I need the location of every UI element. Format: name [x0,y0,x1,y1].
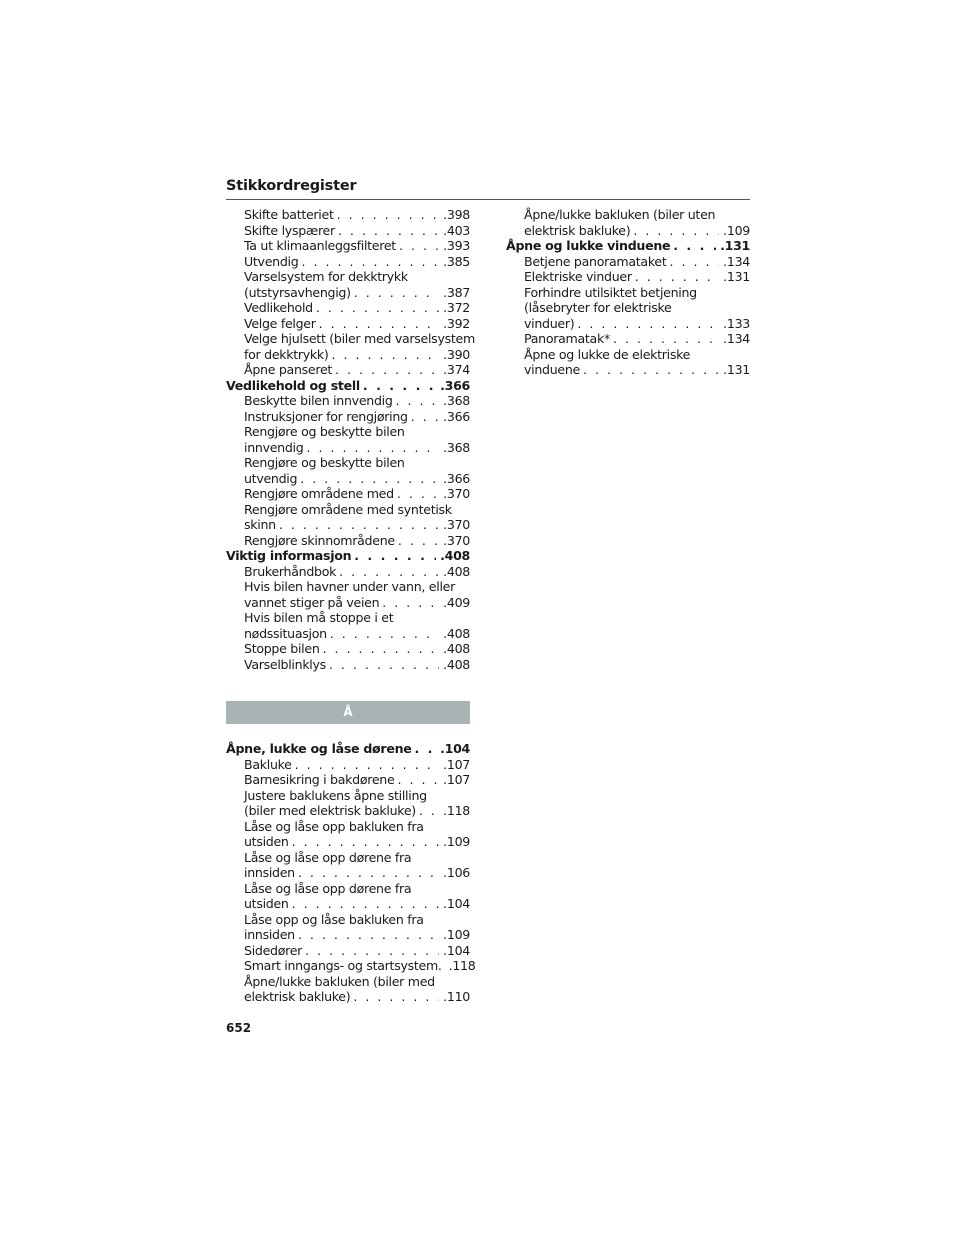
entry-line [244,865,470,881]
page-reference: .393 [443,238,470,253]
entry-line [226,548,470,564]
entry-text: skinn [244,517,276,532]
page-reference: .408 [443,641,470,656]
index-entry [226,757,470,773]
index-entry [226,912,470,943]
index-entry [506,254,750,270]
page-reference: .392 [443,315,470,331]
entry-line [244,471,470,487]
index-entry [226,850,470,881]
entry-line [244,285,470,301]
dot-leader [363,378,436,394]
index-entry [226,657,470,673]
dot-leader [635,269,719,285]
entry-line [244,409,470,425]
index-entry [226,958,476,974]
dot-leader [414,741,436,757]
entry-line [524,254,750,270]
entry-text: Velge felger [244,315,316,331]
entry-text: Rengjøre skinnområdene [244,532,395,548]
dot-leader [330,626,439,642]
dot-leader [316,300,439,316]
entry-text: Viktig informasjon [226,548,352,563]
entry-line [244,207,470,223]
index-entry [226,486,470,502]
page-reference: .409 [443,594,470,610]
index-entry [226,610,470,641]
entry-line [226,378,470,394]
entry-line [524,331,750,347]
entry-text: Barnesikring i bakdørene [244,772,395,787]
page-reference: .107 [443,756,470,772]
page-reference: .118 [448,958,476,973]
dot-leader [339,564,439,580]
page-reference: .110 [443,989,470,1004]
entry-text: Åpne/lukke bakluken (biler med [244,973,435,989]
index-entry-main [506,238,750,254]
entry-text: Hvis bilen må stoppe i et [244,610,394,625]
dot-leader [411,409,439,425]
page-reference: .366 [443,408,470,424]
entry-text: Smart inngangs- og startsystem. [244,958,442,973]
dot-leader [354,285,439,301]
entry-text: Vedlikehold [244,300,313,315]
entry-line [244,834,470,850]
entry-line [244,316,470,332]
index-entry [226,564,470,580]
page-reference: .109 [443,927,470,942]
entry-line [244,254,470,270]
entry-line [524,223,750,239]
index-entry [226,943,470,959]
page-reference: .408 [440,548,470,563]
dot-leader [669,254,719,270]
entry-text: (utstyrsavhengig) [244,284,351,300]
dot-leader [298,927,439,943]
page-reference: .368 [443,393,470,408]
index-entry [226,424,470,455]
page-reference: .131 [723,269,750,284]
page-reference: .398 [443,207,470,222]
entry-line [244,757,470,773]
entry-text: Skifte lyspærer [244,222,335,238]
entry-text: Varselsystem for dekktrykk [244,269,408,284]
dot-leader [301,254,439,270]
entry-text: Beskytte bilen innvendig [244,393,393,408]
entry-text: utsiden [244,834,289,849]
header-divider [226,199,750,200]
page-reference: .133 [723,315,750,331]
index-group [226,741,476,1005]
entry-text: Brukerhåndbok [244,563,337,579]
entry-text: Velge hjulsett (biler med varselsystem [244,331,475,346]
entry-text: Elektriske vinduer [524,269,632,284]
index-entry [506,285,750,332]
page-reference: .106 [443,865,470,880]
entry-text: Ta ut klimaanleggsfilteret [244,238,396,253]
entry-text: Låse og låse opp bakluken fra [244,818,424,834]
dot-leader [329,657,439,673]
entry-text: Låse og låse opp dørene fra [244,849,412,865]
entry-text: Låse og låse opp dørene fra [244,880,412,896]
page-reference: .370 [443,532,470,548]
entry-line [244,347,470,363]
page-reference: .408 [443,656,470,672]
entry-text: Rengjøre og beskytte bilen [244,424,405,439]
dot-leader [298,865,439,881]
page-reference: .104 [440,741,470,756]
entry-text: Betjene panoramataket [524,253,667,269]
entry-line [244,803,470,819]
entry-line [244,958,476,974]
dot-leader [323,641,440,657]
entry-text: Varselblinklys [244,656,326,672]
entry-text: Sidedører [244,942,303,958]
entry-text: Åpne, lukke og låse dørene [226,741,412,756]
entry-text: nødssituasjon [244,625,327,641]
entry-line [244,362,470,378]
index-group [226,207,475,672]
dot-leader [319,316,440,332]
entry-text: Rengjøre og beskytte bilen [244,455,405,470]
index-entry [226,974,470,1005]
index-entry [226,819,470,850]
dot-leader [335,362,439,378]
page-title: Stikkordregister [226,178,357,194]
page-reference: .403 [443,222,470,238]
dot-leader [419,803,439,819]
entry-line [244,626,470,642]
entry-text: Åpne og lukke de elektriske [524,346,691,362]
page-reference: .408 [443,563,470,579]
entry-text: Skifte batteriet [244,207,334,222]
index-entry [226,409,470,425]
page-reference: .104 [443,942,470,958]
page-reference: .131 [723,362,750,377]
entry-line [244,896,470,912]
entry-text: (låsebryter for elektriske [524,300,672,315]
dot-leader [397,772,439,788]
entry-text: vinduene [524,362,580,377]
page-reference: .370 [443,486,470,501]
index-entry [226,331,475,362]
entry-line [244,595,470,611]
entry-text: utsiden [244,896,289,911]
entry-line [524,269,750,285]
dot-leader [396,393,440,409]
page-reference: .104 [443,896,470,911]
entry-text: elektrisk bakluke) [524,222,631,238]
page-reference: .118 [443,803,470,818]
index-column-left [226,207,476,1005]
entry-text: Utvendig [244,253,299,269]
index-entry [226,788,470,819]
index-entry [226,316,470,332]
page-reference: .387 [443,284,470,300]
entry-line [244,533,470,549]
entry-line [244,440,470,456]
dot-leader [577,316,719,332]
entry-text: Åpne panseret [244,362,333,377]
index-entry [506,269,750,285]
entry-text: Åpne/lukke bakluken (biler uten [524,207,716,222]
index-entry [226,393,470,409]
page-number: 652 [226,1021,252,1035]
page-reference: .372 [443,300,470,315]
entry-text: (biler med elektrisk bakluke) [244,803,416,818]
index-entry-main [226,378,470,394]
entry-text: innvendig [244,439,304,455]
page-reference: .385 [443,253,470,269]
entry-text: Hvis bilen havner under vann, eller [244,579,455,594]
dot-leader [354,548,436,564]
entry-line [244,238,470,254]
entry-text: Stoppe bilen [244,641,320,656]
dot-leader [295,757,440,773]
dot-leader [292,896,440,912]
index-entry [226,362,470,378]
page-reference: .107 [443,772,470,787]
page-reference: .109 [723,222,750,238]
index-entry [506,347,750,378]
entry-text: Instruksjoner for rengjøring [244,408,408,424]
index-entry [226,502,470,533]
index-entry [226,533,470,549]
dot-leader [338,223,439,239]
index-entry [226,772,470,788]
dot-leader [292,834,440,850]
dot-leader [332,347,440,363]
entry-line [244,517,470,533]
entry-line [524,362,750,378]
page-reference: .374 [443,362,470,377]
entry-line [244,393,470,409]
page-reference: .390 [443,346,470,362]
entry-line [244,927,470,943]
page-reference: .368 [443,439,470,455]
entry-text: vinduer) [524,315,575,331]
index-entry [226,641,470,657]
page-reference: .408 [443,625,470,641]
page-reference: .366 [443,470,470,486]
index-entry [226,579,470,610]
index-entry [226,881,470,912]
dot-leader [673,238,716,254]
index-entry [226,455,470,486]
dot-leader [300,471,439,487]
entry-line [244,943,470,959]
letter-section-header: Å [226,701,470,724]
index-entry-main [226,548,470,564]
entry-line [244,641,470,657]
entry-text: Rengjøre områdene med [244,486,394,501]
dot-leader [583,362,719,378]
entry-line [244,772,470,788]
page-reference: .134 [723,331,750,346]
entry-text: Forhindre utilsiktet betjening [524,284,697,300]
index-entry [226,207,470,223]
dot-leader [398,533,439,549]
entry-line [244,300,470,316]
entry-line [244,223,470,239]
entry-line [524,316,750,332]
entry-text: Vedlikehold og stell [226,377,360,393]
entry-line [226,741,470,757]
entry-line [506,238,750,254]
entry-line [244,989,470,1005]
index-entry [506,207,750,238]
entry-text: Rengjøre områdene med syntetisk [244,501,452,517]
index-entry [226,238,470,254]
entry-line [244,486,470,502]
entry-text: Bakluke [244,756,292,772]
index-column-right [506,207,750,378]
index-entry [226,300,470,316]
dot-leader [337,207,440,223]
dot-leader [613,331,719,347]
entry-text: elektrisk bakluke) [244,989,351,1004]
entry-text: Justere baklukens åpne stilling [244,787,427,803]
dot-leader [306,440,439,456]
entry-text: vannet stiger på veien [244,594,380,610]
entry-text: for dekktrykk) [244,346,329,362]
index-entry [506,331,750,347]
page-reference: .366 [440,377,470,393]
entry-text: utvendig [244,470,298,486]
dot-leader [305,943,439,959]
dot-leader [397,486,439,502]
entry-text: Åpne og lukke vinduene [506,238,671,253]
page-reference: .131 [720,238,750,253]
entry-text: Panoramatak* [524,331,610,346]
dot-leader [279,517,439,533]
index-entry [226,269,470,300]
dot-leader [382,595,439,611]
index-group [506,207,750,378]
page-reference: .109 [443,834,470,849]
dot-leader [399,238,439,254]
index-entry [226,223,470,239]
entry-line [244,657,470,673]
entry-text: Låse opp og låse bakluken fra [244,911,424,927]
dot-leader [633,223,719,239]
index-entry [226,254,470,270]
page-reference: .370 [443,517,470,532]
dot-leader [353,989,439,1005]
page-reference: .134 [723,253,750,269]
entry-text: innsiden [244,865,295,880]
entry-line [244,564,470,580]
index-entry-main [226,741,470,757]
entry-text: innsiden [244,927,295,942]
